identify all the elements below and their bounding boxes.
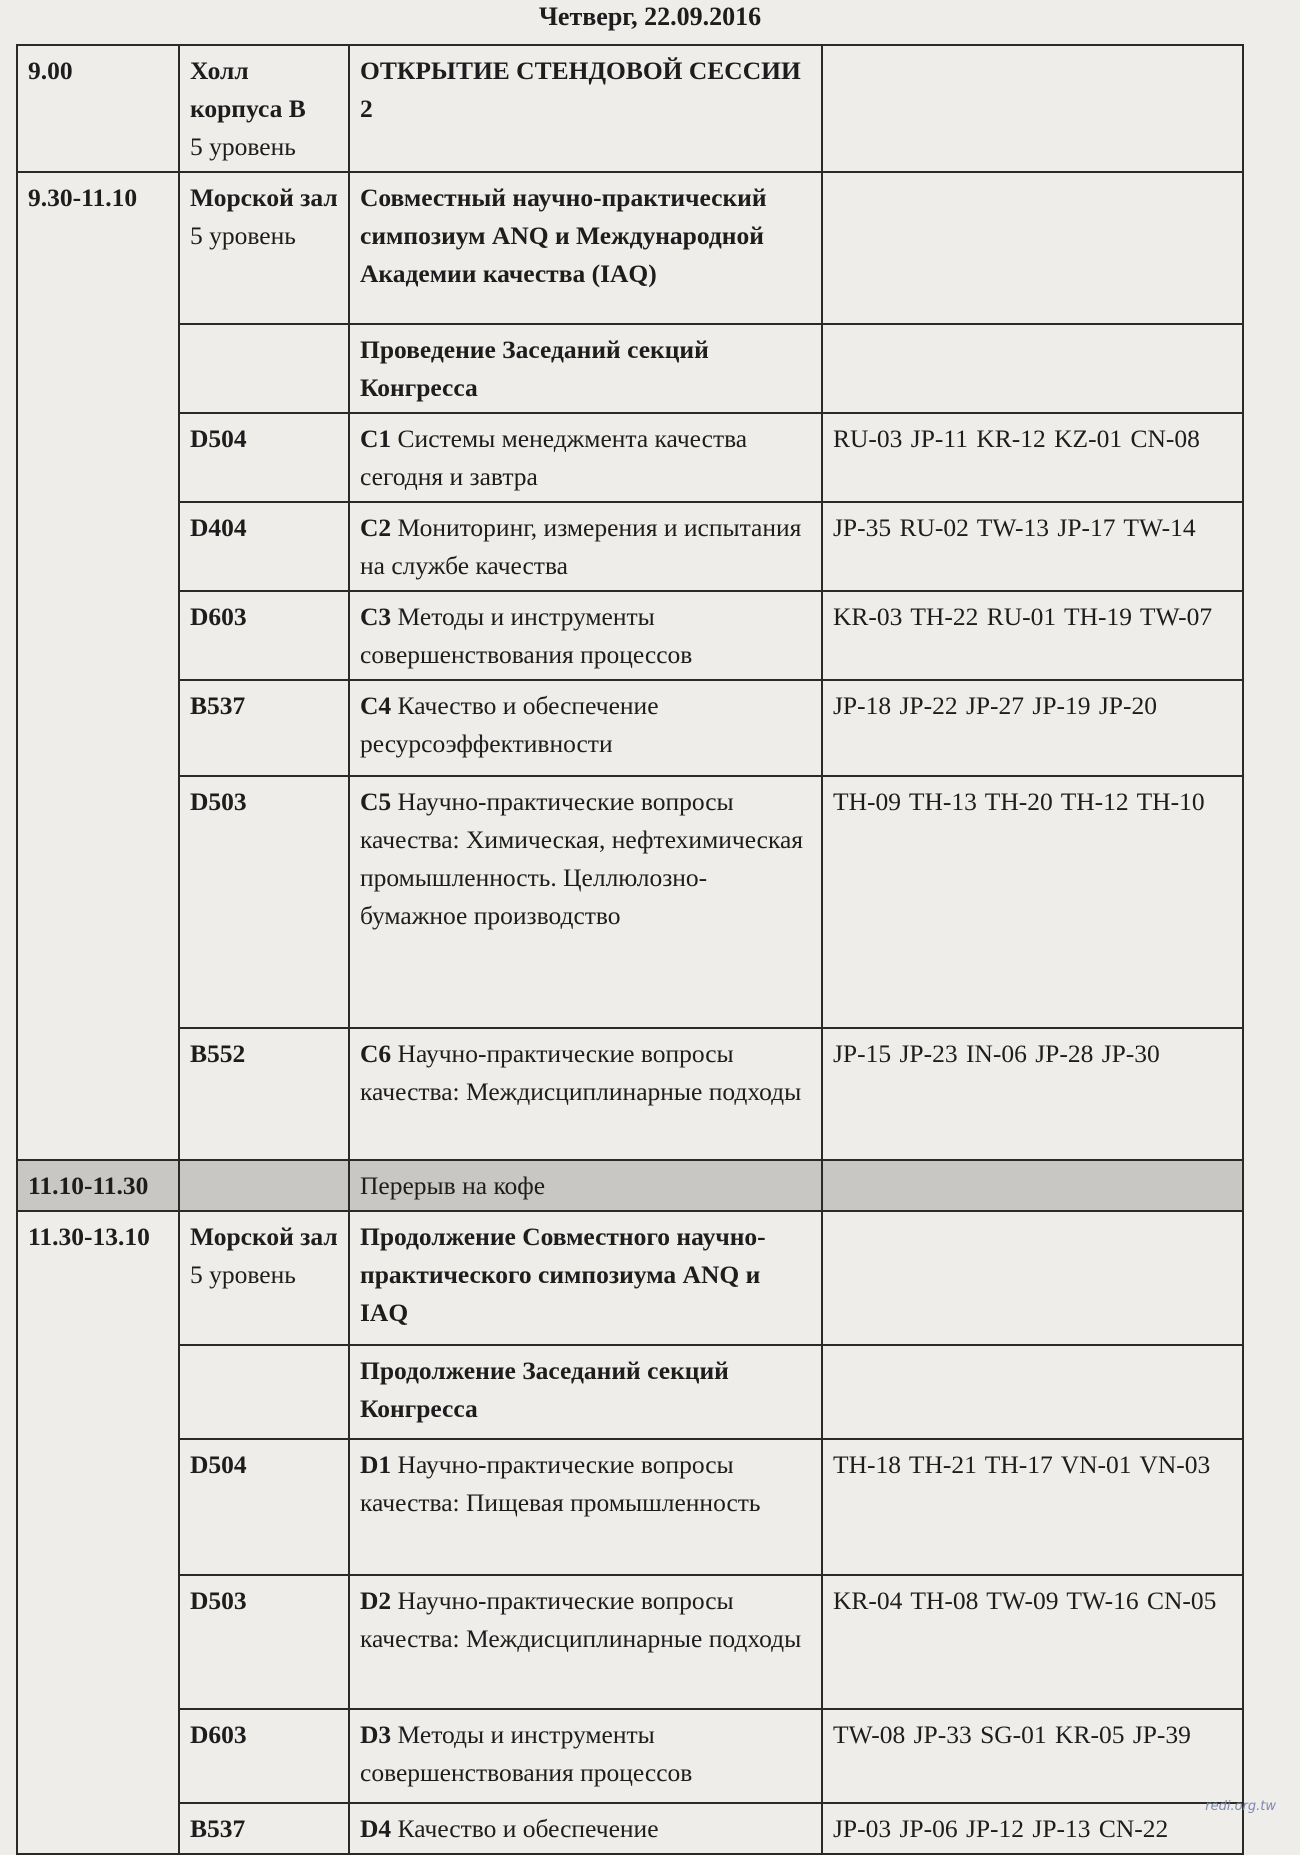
session-name: Научно-практические вопросы качества: Междисциплинарные подходы: [360, 1586, 802, 1653]
session-title: [349, 1575, 822, 1709]
session-title: [349, 413, 822, 502]
codes-cell: [822, 45, 1243, 172]
session-name: Качество и обеспечение ресурсоэффективности: [360, 691, 659, 758]
session-codes: JP-35 RU-02 TW-13 JP-17 TW-14: [822, 502, 1243, 591]
session-id: D1: [360, 1450, 392, 1479]
session-title: [349, 502, 822, 591]
session-title: [349, 1439, 822, 1575]
room-name: Морской зал: [190, 1222, 338, 1251]
table-row: [17, 1345, 1243, 1439]
room-cell: [179, 172, 349, 324]
session-room: B552: [190, 1039, 246, 1068]
table-row: [17, 776, 1243, 1028]
table-row: [17, 680, 1243, 776]
room-level: 5 уровень: [190, 1260, 296, 1289]
page-title: Четверг, 22.09.2016: [538, 2, 762, 31]
time-cell: 11.10-11.30: [17, 1160, 179, 1211]
room-cell: [179, 1211, 349, 1345]
codes-cell: [822, 1160, 1243, 1211]
table-row: [17, 45, 1243, 172]
time-cell: 9.00: [17, 45, 179, 172]
room-cell: [179, 1160, 349, 1211]
session-id: С2: [360, 513, 392, 542]
session-codes: JP-15 JP-23 IN-06 JP-28 JP-30: [822, 1028, 1243, 1160]
event-title: Продолжение Совместного научно-практического симпозиума ANQ и IAQ: [349, 1211, 822, 1345]
room-cell: [179, 324, 349, 413]
session-title: [349, 776, 822, 1028]
session-codes: TW-08 JP-33 SG-01 KR-05 JP-39: [822, 1709, 1243, 1803]
session-name: Методы и инструменты совершенствования процессов: [360, 602, 693, 669]
table-row: [17, 1439, 1243, 1575]
session-id: D2: [360, 1586, 392, 1615]
room-level: 5 уровень: [190, 132, 296, 161]
room-cell: [179, 45, 349, 172]
session-room: D504: [190, 424, 247, 453]
time-cell: 11.30-13.10: [17, 1211, 179, 1854]
session-title: [349, 680, 822, 776]
table-row: [17, 1709, 1243, 1803]
table-row: [17, 324, 1243, 413]
table-row: [17, 172, 1243, 324]
session-room: D603: [190, 602, 247, 631]
table-row: [17, 502, 1243, 591]
room-level: 5 уровень: [190, 221, 296, 250]
table-row: [17, 1803, 1243, 1854]
time-cell: 9.30-11.10: [17, 172, 179, 1160]
room-name: Холл корпуса В: [190, 56, 306, 123]
session-name: Системы менеджмента качества сегодня и завтра: [360, 424, 748, 491]
session-id: С5: [360, 787, 392, 816]
session-id: С3: [360, 602, 392, 631]
session-codes: TH-09 TH-13 TH-20 TH-12 TH-10: [822, 776, 1243, 1028]
room-name: Морской зал: [190, 183, 338, 212]
table-row: [17, 1575, 1243, 1709]
session-room: D503: [190, 787, 247, 816]
table-row: [17, 413, 1243, 502]
session-room: D404: [190, 513, 247, 542]
session-name: Методы и инструменты совершенствования процессов: [360, 1720, 693, 1787]
codes-cell: [822, 172, 1243, 324]
session-room: B537: [190, 691, 246, 720]
session-codes: RU-03 JP-11 KR-12 KZ-01 CN-08: [822, 413, 1243, 502]
session-room: B537: [190, 1814, 246, 1843]
session-name: Мониторинг, измерения и испытания на службе качества: [360, 513, 802, 580]
session-id: С4: [360, 691, 392, 720]
session-codes: TH-18 TH-21 TH-17 VN-01 VN-03: [822, 1439, 1243, 1575]
session-title: [349, 1028, 822, 1160]
session-room: D504: [190, 1450, 247, 1479]
codes-cell: [822, 1211, 1243, 1345]
room-cell: [179, 1345, 349, 1439]
table-row: [17, 1211, 1243, 1345]
event-subtitle: Проведение Заседаний секций Конгресса: [349, 324, 822, 413]
watermark: redi.org.tw: [1205, 1799, 1276, 1814]
session-id: D3: [360, 1720, 392, 1749]
event-title: ОТКРЫТИЕ СТЕНДОВОЙ СЕССИИ 2: [349, 45, 822, 172]
session-name: Научно-практические вопросы качества: Междисциплинарные подходы: [360, 1039, 802, 1106]
schedule-table: [16, 44, 1244, 1855]
table-row: [17, 591, 1243, 680]
codes-cell: [822, 324, 1243, 413]
session-codes: JP-03 JP-06 JP-12 JP-13 CN-22: [822, 1803, 1243, 1854]
session-id: С6: [360, 1039, 392, 1068]
session-codes: JP-18 JP-22 JP-27 JP-19 JP-20: [822, 680, 1243, 776]
session-name: Научно-практические вопросы качества: Пищевая промышленность: [360, 1450, 761, 1517]
session-room: D503: [190, 1586, 247, 1615]
session-id: D4: [360, 1814, 392, 1843]
session-name: Научно-практические вопросы качества: Химическая, нефтехимическая промышленность. Целлюлозно-бумажное производство: [360, 787, 804, 930]
event-subtitle: Продолжение Заседаний секций Конгресса: [349, 1345, 822, 1439]
break-title: Перерыв на кофе: [349, 1160, 822, 1211]
session-title: [349, 1803, 822, 1854]
session-title: [349, 1709, 822, 1803]
session-name: Качество и обеспечение: [397, 1814, 659, 1843]
session-room: D603: [190, 1720, 247, 1749]
table-row: [17, 1160, 1243, 1211]
session-id: С1: [360, 424, 392, 453]
session-codes: KR-03 TH-22 RU-01 TH-19 TW-07: [822, 591, 1243, 680]
event-title: Совместный научно-практический симпозиум ANQ и Международной Академии качества (IAQ): [349, 172, 822, 324]
session-title: [349, 591, 822, 680]
table-row: [17, 1028, 1243, 1160]
session-codes: KR-04 TH-08 TW-09 TW-16 CN-05: [822, 1575, 1243, 1709]
codes-cell: [822, 1345, 1243, 1439]
